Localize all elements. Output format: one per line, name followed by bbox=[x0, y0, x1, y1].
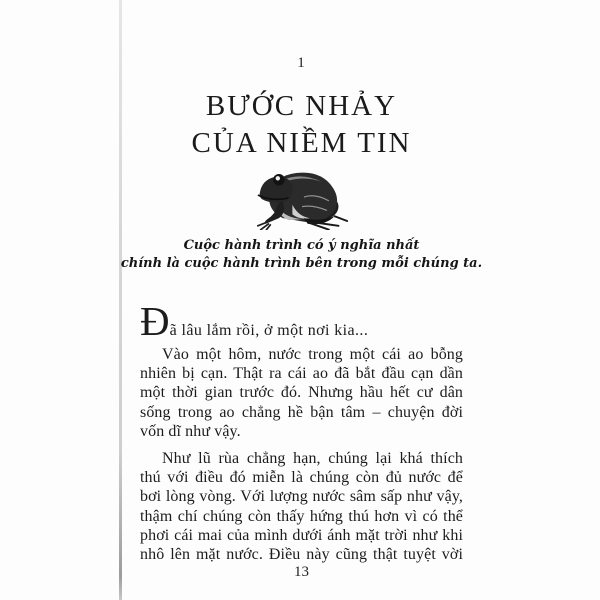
text-line: thậm chí chúng còn thấy hứng thú hơn vì có thể bbox=[140, 507, 463, 525]
dropcap: Đ bbox=[140, 298, 170, 344]
text-line: thú với điều đó miễn là chúng còn đủ nước để bbox=[140, 469, 463, 487]
text-line: sống trong ao chẳng hề bận tâm – chuyện đời bbox=[140, 403, 463, 421]
chapter-illustration bbox=[140, 166, 463, 235]
paragraph-3 bbox=[140, 449, 463, 564]
text-line: nhô lên mặt nước. Điều này cũng thật tuyệt vời bbox=[140, 546, 463, 564]
text-line: phơi cái mai của mình dưới ánh mặt trời như khi bbox=[140, 526, 463, 544]
epigraph-line1: Cuộc hành trình có ý nghĩa nhất bbox=[183, 238, 420, 253]
body-text bbox=[140, 298, 463, 572]
chapter-number: 1 bbox=[297, 55, 306, 71]
paragraph-opening bbox=[140, 298, 463, 345]
opening-line: ã lâu lắm rồi, ở một nơi kia... bbox=[169, 322, 369, 339]
epigraph bbox=[120, 237, 483, 273]
paragraph-2 bbox=[140, 345, 463, 441]
text-line: một thời gian trước đó. Nhưng hầu hết cư dân bbox=[140, 384, 463, 402]
text-line: Như lũ rùa chẳng hạn, chúng lại khá thích bbox=[162, 450, 463, 468]
page-number: 13 bbox=[294, 564, 309, 580]
text-line: Vào một hôm, nước trong một cái ao bỗng bbox=[162, 346, 463, 363]
text-line: vốn dĩ như vậy. bbox=[140, 422, 241, 440]
chapter-title-line1: BƯỚC NHẢY bbox=[205, 90, 398, 122]
epigraph-line2: chính là cuộc hành trình bên trong mỗi chúng ta. bbox=[120, 256, 483, 271]
chapter-title bbox=[120, 88, 483, 162]
chapter-title-line2: CỦA NIỀM TIN bbox=[191, 127, 412, 159]
text-line: nhiên bị cạn. Thật ra cái ao đã bắt đầu cạn dần bbox=[140, 365, 463, 383]
text-column bbox=[120, 0, 483, 600]
text-line: bơi lòng vòng. Với lượng nước sâm sấp như vậy, bbox=[140, 488, 463, 506]
frog-icon bbox=[254, 166, 350, 235]
